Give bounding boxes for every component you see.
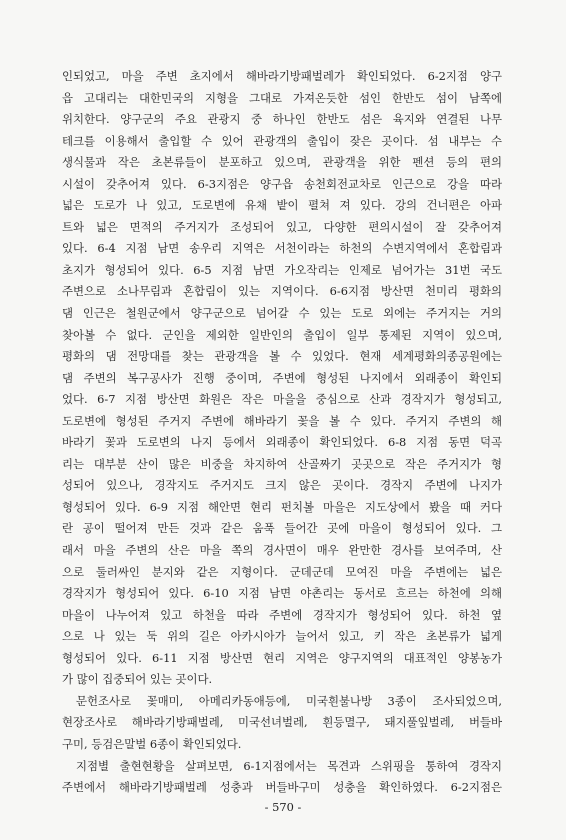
body-line: 시설이 갖추어져 있다. 6-3지점은 양구읍 송천회전교차로 인근으로 강을 따라 (62, 176, 502, 191)
body-line: 찾아볼 수 없다. 군인을 제외한 일반인의 출입이 일부 통제된 지역이 있으며, (62, 327, 502, 342)
body-line: 가 많이 집중되어 있는 곳이다. (62, 672, 213, 687)
body-line: 리는 대부분 산이 많은 비중을 차지하여 산골짜기 곳곳으로 작은 주거지가 형 (62, 456, 502, 471)
body-text (62, 66, 502, 799)
body-line: 문헌조사로 꽃매미, 아메리카동애등에, 미국흰불나방 3종이 조사되었으며, (76, 693, 502, 708)
body-line: 지점별 출현현황을 살펴보면, 6-1지점에서는 목견과 스위핑을 통하여 경작지 (76, 758, 502, 773)
body-line: 평화의 댐 전망대를 찾는 관광객을 볼 수 있었다. 현재 세계평화의종공원에는 (62, 349, 502, 364)
body-line: 성되어 있으나, 경작지도 주거지도 크지 않은 곳이다. 경작지 주변에 나지가 (62, 478, 502, 493)
page-number: - 570 - (264, 800, 302, 814)
body-line: 위치한다. 양구군의 주요 관광지 중 하나인 한반도 섬은 육지와 연결된 나무 (62, 112, 502, 127)
body-line: 있다. 6-4 지점 남면 송우리 지역은 서천이라는 하천의 수변지역에서 혼합림과 (62, 241, 502, 256)
body-line: 인되었고, 마을 주변 초지에서 해바라기방패벌레가 확인되었다. 6-2지점 양구 (62, 69, 502, 83)
body-line: 초지가 형성되어 있다. 6-5 지점 남면 가오작리는 인제로 넘어가는 31번 국도 (62, 262, 502, 277)
body-line: 었다. 6-7 지점 방산면 화원은 작은 마을을 중심으로 산과 경작지가 형성되고, (62, 392, 502, 407)
body-line: 바라기 꽃과 도로변의 나지 등에서 외래종이 확인되었다. 6-8 지점 동면 덕곡 (62, 435, 502, 450)
body-line: 주변으로 소나무림과 혼합림이 있는 지역이다. 6-6지점 방산면 천미리 평화의 (62, 284, 502, 299)
body-line: 형성되어 있다. 6-9 지점 해안면 현리 펀치볼 마을은 지도상에서 봤을 때 커다 (62, 499, 502, 514)
body-line: 으로 둘러싸인 분지와 같은 지형이다. 군데군데 모여진 마을 주변에는 넓은 (62, 564, 502, 579)
body-line: 형성되어 있다. 6-11 지점 방산면 현리 지역은 양구지역의 대표적인 양봉농가 (62, 650, 502, 665)
body-line: 읍 고대리는 대한민국의 지형을 그대로 가져온듯한 섬인 한반도 섬이 남쪽에 (62, 90, 502, 105)
body-line: 트와 넓은 면적의 주거지가 조성되어 있고, 다양한 편의시설이 잘 갖추어져 (62, 219, 502, 234)
body-line: 현장조사로 해바라기방패벌레, 미국선녀벌레, 흰등멸구, 돼지풀잎벌레, 버들바 (62, 715, 502, 730)
body-line: 댐 주변의 복구공사가 진행 중이며, 주변에 형성된 나지에서 외래종이 확인되 (62, 370, 502, 385)
body-line: 마을이 나누어져 있고 하천을 따라 주변에 경작지가 형성되어 있다. 하천 옆 (62, 607, 502, 622)
body-line: 댐 인근은 철원군에서 양구군으로 넘어갈 수 있는 도로 외에는 주거지는 거의 (62, 306, 502, 321)
body-line: 란 공이 떨어져 만든 것과 같은 움푹 들어간 곳에 마을이 형성되어 있다. 그 (62, 521, 502, 536)
body-line: 구미, 등검은말벌 6종이 확인되었다. (62, 736, 242, 751)
body-line: 경작지가 형성되어 있다. 6-10 지점 남면 야촌리는 동서로 흐르는 하천에 의해 (62, 586, 502, 601)
body-line: 생식물과 작은 초본류들이 분포하고 있으며, 관광객을 위한 펜션 등의 편의 (62, 155, 502, 170)
body-line: 주변에서 해바라기방패벌레 성충과 버들바구미 성충을 확인하였다. 6-2지점은 (62, 780, 502, 795)
body-line: 으로 나 있는 둑 위의 길은 아카시아가 늘어서 있고, 키 작은 초본류가 넓게 (62, 629, 502, 644)
body-line: 테크를 이용해서 출입할 수 있어 관광객의 출입이 잦은 곳이다. 섬 내부는 수 (62, 133, 502, 148)
body-line: 넓은 도로가 나 있고, 도로변에 유채 밭이 펼쳐 져 있다. 강의 건너편은 아파 (62, 198, 502, 213)
body-line: 도로변에 형성된 주거지 주변에 해바라기 꽃을 볼 수 있다. 주거지 주변의 해 (62, 413, 502, 428)
body-line: 래서 마을 주변의 산은 마을 쪽의 경사면이 매우 완만한 경사를 보여주며, 산 (62, 543, 502, 558)
